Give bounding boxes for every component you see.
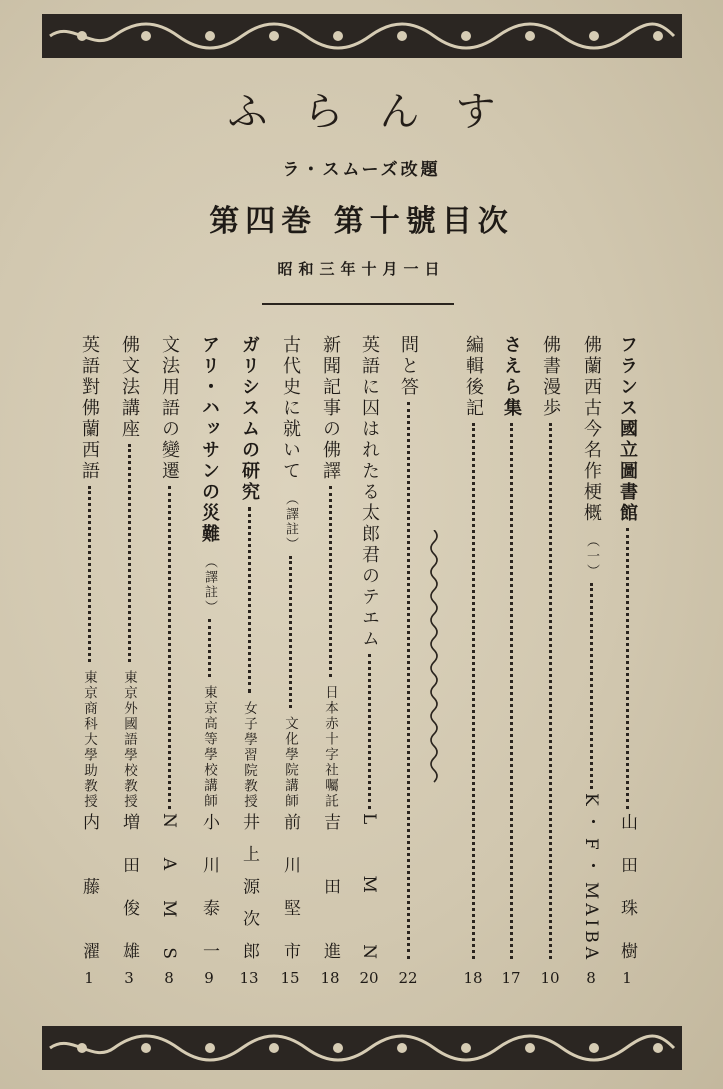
entry-page: 18 xyxy=(463,969,483,987)
entry-page: 20 xyxy=(359,969,379,987)
leader-dots xyxy=(472,423,475,959)
decorative-border-top xyxy=(42,14,682,58)
entry-note: （譯註） xyxy=(202,555,217,615)
entry-title: 佛蘭西古今名作梗概 xyxy=(581,335,602,524)
leader-dots xyxy=(128,444,131,662)
decorative-border-bottom xyxy=(42,1026,682,1070)
toc-entry[interactable] xyxy=(154,335,184,987)
entry-author: 内藤濯 xyxy=(79,813,99,963)
leader-dots xyxy=(329,486,332,677)
leader-dots xyxy=(289,556,292,708)
entry-title: 編輯後記 xyxy=(463,335,484,419)
entry-affiliation: 東京高等學校講師 xyxy=(201,685,217,809)
entry-page: 18 xyxy=(320,969,340,987)
toc-entry[interactable] xyxy=(275,335,305,987)
entry-note: （一） xyxy=(584,534,599,579)
entry-page: 8 xyxy=(586,969,596,987)
entry-page: 3 xyxy=(124,969,134,987)
divider-rule xyxy=(262,303,454,305)
issue-date: 昭和三年十月一日 xyxy=(277,260,446,278)
entry-affiliation: 東京外國語學校教授 xyxy=(121,669,137,809)
entry-affiliation: 東京商科大學助教授 xyxy=(81,669,97,809)
entry-author: 吉田進 xyxy=(320,813,340,963)
volume-heading: 第四巻 第十號目次 xyxy=(209,204,514,239)
entry-page: 10 xyxy=(540,969,560,987)
entry-page: 17 xyxy=(501,969,521,987)
toc-entry[interactable] xyxy=(458,335,488,987)
entry-author: 小川泰一 xyxy=(199,813,219,963)
entry-title: 佛文法講座 xyxy=(119,335,140,440)
entry-page: 1 xyxy=(84,969,94,987)
leader-dots xyxy=(549,423,552,959)
toc-entry[interactable] xyxy=(535,335,565,987)
leader-dots xyxy=(368,654,371,809)
leader-dots xyxy=(168,486,171,809)
toc-entry[interactable] xyxy=(496,335,526,987)
toc-entry[interactable] xyxy=(114,335,144,987)
entry-title: 新聞記事の佛譯 xyxy=(320,335,341,482)
toc-entry[interactable] xyxy=(315,335,345,987)
entry-page: 1 xyxy=(622,969,632,987)
toc-entry[interactable] xyxy=(393,335,423,987)
leader-dots xyxy=(88,486,91,662)
leader-dots xyxy=(248,507,251,693)
entry-note: （譯註） xyxy=(283,492,298,552)
entry-title: ガリシスムの研究 xyxy=(239,335,260,503)
leader-dots xyxy=(590,583,593,789)
entry-page: 15 xyxy=(280,969,300,987)
entry-affiliation: 日本赤十字社囑託 xyxy=(322,685,338,809)
entry-title: 古代史に就いて xyxy=(280,335,301,482)
leader-dots xyxy=(626,528,629,809)
entry-affiliation: 女子學習院教授 xyxy=(241,700,257,809)
entry-author: K・F・MAIBA xyxy=(581,793,601,963)
entry-author: 井上源次郎 xyxy=(239,813,259,963)
entry-title: フランス國立圖書館 xyxy=(617,335,638,524)
entry-title: 英語對佛蘭西語 xyxy=(79,335,100,482)
entry-author: L M N xyxy=(359,813,379,963)
entry-page: 8 xyxy=(164,969,174,987)
entry-page: 9 xyxy=(204,969,214,987)
entry-title: 英語に囚はれたる太郎君のテエム xyxy=(359,335,380,650)
entry-title: アリ・ハッサンの災難 xyxy=(199,335,220,545)
entry-author: 増田俊雄 xyxy=(119,813,139,963)
toc-entry[interactable] xyxy=(234,335,264,987)
entry-author: 山田珠樹 xyxy=(617,813,637,963)
leader-dots xyxy=(510,423,513,959)
magazine-title: ふらんす xyxy=(227,89,532,135)
toc-entry[interactable] xyxy=(194,335,224,987)
entry-page: 13 xyxy=(239,969,259,987)
entry-author: N A M S xyxy=(159,813,179,963)
leader-dots xyxy=(407,402,410,959)
subtitle: ラ・スムーズ改題 xyxy=(282,160,441,180)
wavy-separator xyxy=(425,530,443,788)
entry-author: 前川堅市 xyxy=(280,813,300,963)
toc-entry[interactable] xyxy=(612,335,642,987)
leader-dots xyxy=(208,619,211,677)
toc-entry[interactable] xyxy=(576,335,606,987)
toc-entry[interactable] xyxy=(74,335,104,987)
entry-affiliation: 文化學院講師 xyxy=(282,716,298,809)
entry-title: 佛書漫歩 xyxy=(540,335,561,419)
entry-title: さえら集 xyxy=(501,335,522,419)
entry-page: 22 xyxy=(398,969,418,987)
entry-title: 問と答 xyxy=(398,335,419,398)
toc-entry[interactable] xyxy=(354,335,384,987)
entry-title: 文法用語の變遷 xyxy=(159,335,180,482)
